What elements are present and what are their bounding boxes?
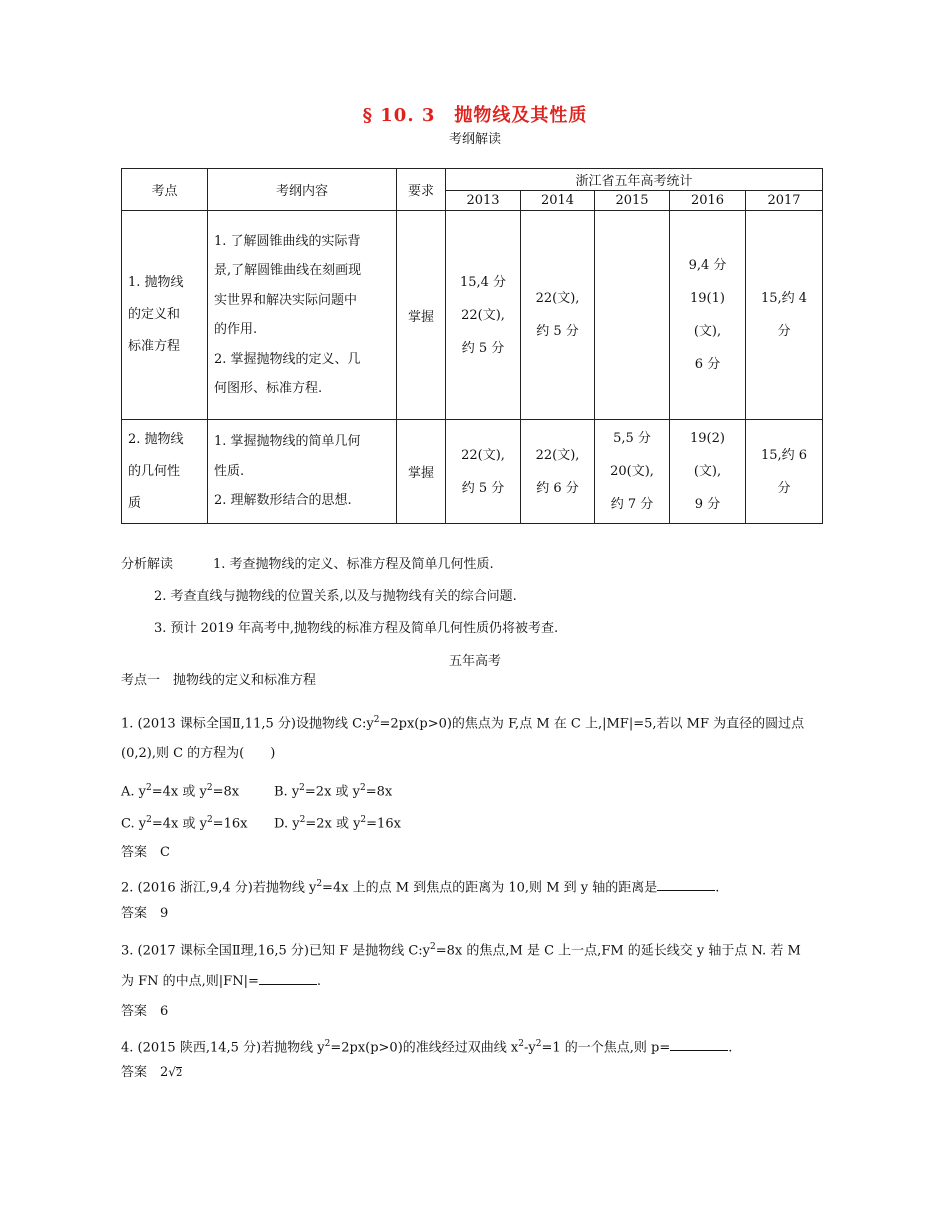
cell-content: 1. 掌握抛物线的简单几何 性质. 2. 理解数形结合的思想. [208, 420, 397, 524]
answer-3: 答案 6 [121, 1004, 169, 1019]
cell-2017: 15,约 4 分 [746, 211, 823, 420]
header-content: 考纲内容 [208, 169, 397, 211]
header-year: 2016 [670, 191, 746, 211]
sqrt-symbol: √ [168, 1065, 176, 1079]
option-d: D. $y^2=2x$ 或 $y^2=16x$ [274, 815, 401, 832]
header-point: 考点 [122, 169, 208, 211]
cell-2016: 9,4 分 19(1) (文), 6 分 [670, 211, 746, 420]
question-4: 4. (2015 陕西,14,5 分)若抛物线 $y^2=2px(p>0)$的准线经过双曲线 $x^2-y^2=1$ 的一个焦点,则 p= . [121, 1039, 733, 1056]
option-c: C. $y^2=4x$ 或 $y^2=16x$ [121, 815, 248, 832]
analysis-item: 3. 预计 2019 年高考中,抛物线的标准方程及简单几何性质仍将被考查. [154, 621, 559, 636]
cell-2014: 22(文), 约 5 分 [521, 211, 595, 420]
question-1: 1. (2013 课标全国Ⅱ,11,5 分)设抛物线 $C:y^2=2px(p>0)$的焦点为 F,点 M 在 C 上,|MF|=5,若以 MF 为直径的圆过点 [121, 715, 805, 732]
cell-2013: 15,4 分 22(文), 约 5 分 [446, 211, 521, 420]
analysis-item: 2. 考查直线与抛物线的位置关系,以及与抛物线有关的综合问题. [154, 589, 517, 604]
option-b: B. $y^2=2x$ 或 $y^2=8x$ [274, 783, 393, 800]
cell-2017: 15,约 6 分 [746, 420, 823, 524]
header-requirement: 要求 [397, 169, 446, 211]
section-heading: 考点一 抛物线的定义和标准方程 [121, 673, 317, 688]
cell-2015 [595, 211, 670, 420]
page-title: § 10. 3 抛物线及其性质 [362, 105, 588, 126]
header-year: 2017 [746, 191, 823, 211]
cell-2014: 22(文), 约 6 分 [521, 420, 595, 524]
cell-2016: 19(2) (文), 9 分 [670, 420, 746, 524]
cell-point: 1. 抛物线 的定义和 标准方程 [122, 211, 208, 420]
answer-blank[interactable] [657, 878, 715, 891]
option-a: A. $y^2=4x$ 或 $y^2=8x$ [121, 783, 240, 800]
cell-requirement: 掌握 [397, 211, 446, 420]
answer-4: 答案 2√2 [121, 1065, 183, 1080]
table-row [122, 211, 823, 420]
question-3-continued: 为 FN 的中点,则|FN|= . [121, 974, 321, 989]
table-row [122, 420, 823, 524]
answer-2: 答案 9 [121, 906, 169, 921]
syllabus-table [121, 168, 823, 524]
question-1-continued: (0,2),则 C 的方程为( ) [121, 746, 276, 761]
analysis-item: 1. 考查抛物线的定义、标准方程及简单几何性质. [213, 557, 494, 572]
header-year: 2014 [521, 191, 595, 211]
cell-2013: 22(文), 约 5 分 [446, 420, 521, 524]
answer-1: 答案 C [121, 845, 170, 860]
cell-2015: 5,5 分 20(文), 约 7 分 [595, 420, 670, 524]
question-3: 3. (2017 课标全国Ⅱ理,16,5 分)已知 F 是抛物线 $C:y^2=8x$ 的焦点,M 是 C 上一点,FM 的延长线交 y 轴于点 N. 若 M [121, 942, 801, 959]
header-stats: 浙江省五年高考统计 [446, 169, 823, 191]
cell-point: 2. 抛物线 的几何性 质 [122, 420, 208, 524]
cell-requirement: 掌握 [397, 420, 446, 524]
answer-blank[interactable] [259, 972, 317, 985]
five-years-heading: 五年高考 [448, 654, 501, 669]
answer-blank[interactable] [670, 1038, 728, 1051]
analysis-label: 分析解读 [121, 557, 174, 572]
page-subtitle: 考纲解读 [448, 132, 501, 147]
question-2: 2. (2016 浙江,9,4 分)若抛物线 $y^2=4x$ 上的点 M 到焦点的距离为 10,则 M 到 y 轴的距离是 . [121, 879, 720, 896]
cell-content: 1. 了解圆锥曲线的实际背 景,了解圆锥曲线在刻画现 实世界和解决实际问题中 的作用. 2. 掌握抛物线的定义、几 何图形、标准方程. [208, 211, 397, 420]
header-year: 2015 [595, 191, 670, 211]
header-year: 2013 [446, 191, 521, 211]
